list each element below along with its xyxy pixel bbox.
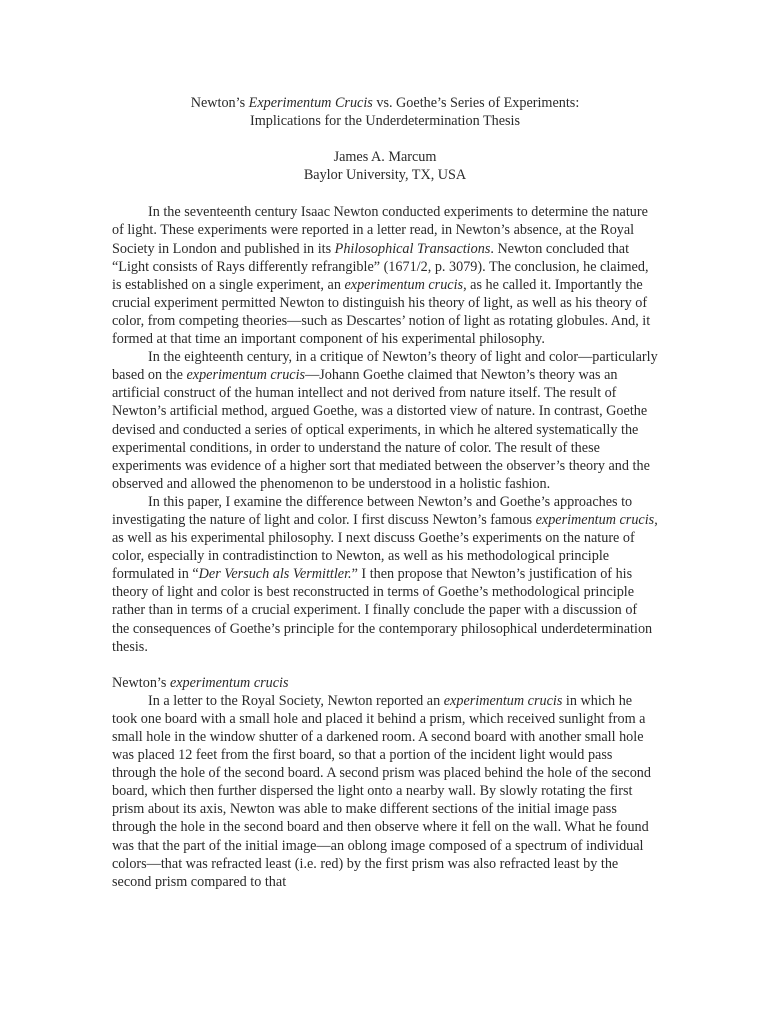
- paragraph: [112, 203, 658, 348]
- italic-text: Der Versuch als Vermittler.: [198, 566, 352, 583]
- section-heading: [112, 674, 658, 692]
- italic-text: experimentum crucis: [443, 692, 563, 709]
- italic-text: experimentum crucis: [344, 276, 464, 293]
- title-text: vs. Goethe’s Series of Experiments:: [372, 95, 580, 111]
- text-run: , as he called it. Importantly the crucial experiment permitted Newton to distinguish his theory of light, as well as his theory of color, from competing theories—such as Descartes’ notion of light as rotating globules. And, it formed at that time an important component of his experimental philosophy.: [112, 276, 651, 348]
- title-italic-text: Experimentum Crucis: [248, 95, 373, 111]
- italic-text: experimentum crucis: [535, 511, 655, 528]
- title-text: Newton’s: [190, 95, 249, 111]
- author-name: James A. Marcum: [333, 149, 437, 166]
- author-affiliation: Baylor University, TX, USA: [303, 167, 467, 184]
- text-run: In the eighteenth century, in a critique of Newton’s theory of light and color—particularly based on the: [112, 349, 658, 384]
- section-heading-italic: experimentum crucis: [169, 674, 289, 691]
- text-run: In this paper, I examine the difference between Newton’s and Goethe’s approaches to investigating the nature of light and color. I first discuss Newton’s famous: [112, 493, 633, 528]
- introduction: [112, 203, 658, 655]
- section-heading-text: Newton’s: [112, 674, 170, 691]
- italic-text: experimentum crucis: [186, 367, 306, 384]
- section-paragraph: [112, 692, 658, 891]
- text-run: ” I then propose that Newton’s justification of his theory of light and color is best reconstructed in terms of Goethe’s methodological principle rather than in terms of a crucial experiment. I finally conclude the paper with a discussion of the consequences of Goethe’s principle for the contemporary philosophical underdetermination thesis.: [112, 566, 653, 655]
- paragraph: [112, 493, 658, 656]
- title-line-1: [112, 94, 658, 112]
- paragraph: [112, 348, 658, 493]
- paper-title: [112, 94, 658, 130]
- text-run: In a letter to the Royal Society, Newton reported an: [148, 692, 444, 709]
- paper-page: [112, 88, 658, 891]
- text-run: in which he took one board with a small hole and placed it behind a prism, which received sunlight from a small hole in the window shutter of a darkened room. A second board with another small hole was placed 12 feet from the first board, so that a portion of the incident light would pass through the hole of the second board. A second prism was placed behind the hole of the second board, which then further dispersed the light onto a nearby wall. By slowly rotating the first prism about its axis, Newton was able to make different sections of the initial image pass through the hole in the second board and then observe where it fell on the wall. What he found was that the part of the initial image—an oblong image composed of a spectrum of individual colors—that was refracted least (i.e. red) by the first prism was also refracted least by the second prism compared to that: [112, 692, 651, 890]
- italic-text: Philosophical Transactions: [334, 240, 491, 257]
- author-block: [112, 148, 658, 184]
- text-run: . Newton concluded that “Light consists of Rays differently refrangible” (1671/2, p. 3079). The conclusion, he claimed, is established on a single experiment, an: [112, 240, 649, 293]
- title-line-2: Implications for the Underdetermination Thesis: [249, 113, 521, 130]
- text-run: , as well as his experimental philosophy. I next discuss Goethe’s experiments on the nature of color, especially in contradistinction to Newton, as well as his methodological principle formulated in “: [112, 511, 658, 583]
- text-run: In the seventeenth century Isaac Newton conducted experiments to determine the nature of light. These experiments were reported in a letter read, in Newton’s absence, at the Royal Society in London and published in its: [112, 204, 648, 257]
- text-run: —Johann Goethe claimed that Newton’s theory was an artificial construct of the human intellect and not derived from nature itself. The result of Newton’s artificial method, argued Goethe, was a distorted view of nature. In contrast, Goethe devised and conducted a series of optical experiments, in which he altered systematically the experimental conditions, in order to understand the nature of color. The result of these experiments was evidence of a higher sort that mediated between the observer’s theory and the observed and allowed the phenomenon to be understood in a holistic fashion.: [112, 367, 650, 492]
